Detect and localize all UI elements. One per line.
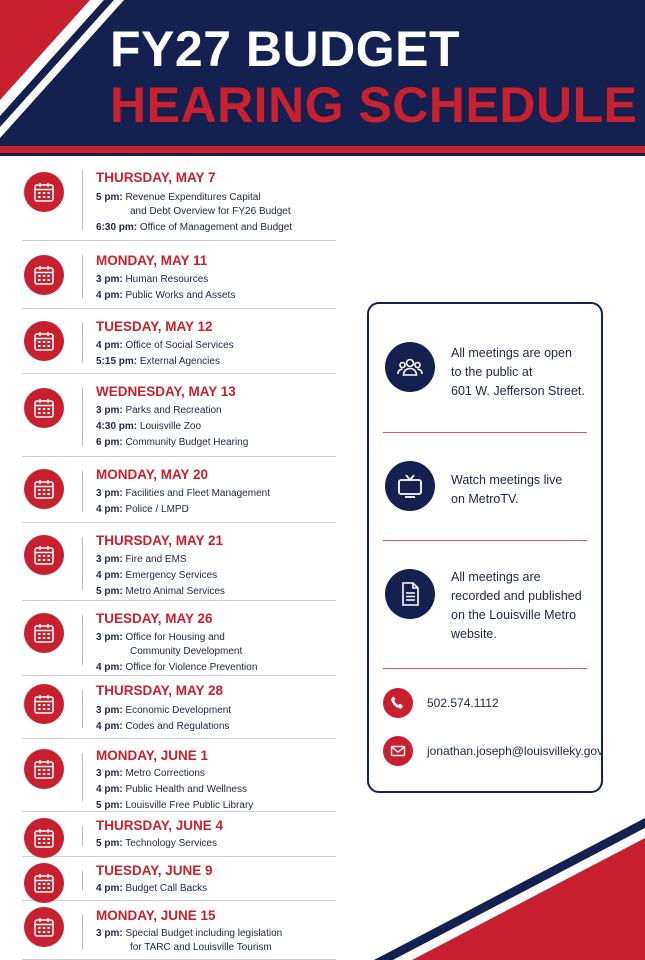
calendar-icon xyxy=(24,535,64,575)
divider xyxy=(82,915,83,949)
calendar-icon xyxy=(24,172,64,212)
info-box xyxy=(367,302,603,793)
schedule-event: 3 pm: Office for Housing and Community Development xyxy=(96,632,243,657)
calendar-icon xyxy=(24,907,64,947)
event-time: 3 pm: xyxy=(96,705,123,716)
event-time: 4 pm: xyxy=(96,883,123,894)
event-time: 4 pm: xyxy=(96,290,123,301)
schedule-date: MONDAY, JUNE 1 xyxy=(96,748,209,763)
event-time: 4 pm: xyxy=(96,340,123,351)
event-time: 4 pm: xyxy=(96,784,123,795)
calendar-icon xyxy=(24,321,64,361)
calendar-icon xyxy=(24,863,64,903)
schedule-event: 3 pm: Metro Corrections xyxy=(96,768,205,779)
schedule-day xyxy=(22,241,336,309)
event-time: 3 pm: xyxy=(96,928,123,939)
divider xyxy=(82,871,83,890)
schedule-day xyxy=(22,901,336,960)
recorded-line-1: All meetings are xyxy=(451,570,541,584)
schedule-day xyxy=(22,812,336,857)
schedule-event: 3 pm: Human Resources xyxy=(96,274,209,285)
schedule-event: 5 pm: Revenue Expenditures Capital and Debt Overview for FY26 Budget xyxy=(96,192,291,217)
recorded-line-3: on the Louisville Metro xyxy=(451,608,577,622)
schedule-event: 4 pm: Office of Social Services xyxy=(96,340,234,351)
divider xyxy=(82,537,83,590)
divider xyxy=(82,690,83,728)
email-icon xyxy=(383,736,413,766)
event-time: 5 pm: xyxy=(96,586,123,597)
event-time: 3 pm: xyxy=(96,274,123,285)
divider xyxy=(82,170,83,230)
event-time: 4 pm: xyxy=(96,570,123,581)
schedule-event: 3 pm: Special Budget including legislation for TARC and Louisville Tourism xyxy=(96,928,283,953)
schedule-event: 6:30 pm: Office of Management and Budget xyxy=(96,222,293,233)
email-address[interactable]: jonathan.joseph@louisvilleky.gov xyxy=(427,744,604,758)
event-description-continued: and Debt Overview for FY26 Budget xyxy=(130,206,291,217)
schedule-date: TUESDAY, JUNE 9 xyxy=(96,863,213,878)
schedule-date: THURSDAY, MAY 7 xyxy=(96,170,216,185)
calendar-icon xyxy=(24,388,64,428)
event-time: 4 pm: xyxy=(96,721,123,732)
hearing-schedule-list xyxy=(0,156,345,960)
schedule-day xyxy=(22,457,336,523)
schedule-event: 4 pm: Office for Violence Prevention xyxy=(96,662,258,673)
schedule-date: MONDAY, JUNE 15 xyxy=(96,908,216,923)
calendar-icon xyxy=(24,684,64,724)
calendar-icon xyxy=(24,255,64,295)
document-icon xyxy=(385,569,435,619)
public-line-1: All meetings are open xyxy=(451,346,572,360)
schedule-event: 5:15 pm: External Agencies xyxy=(96,356,220,367)
recorded-line-4: website. xyxy=(451,627,497,641)
event-time: 4:30 pm: xyxy=(96,421,138,432)
event-description-continued: Community Development xyxy=(130,646,243,657)
event-time: 5 pm: xyxy=(96,192,123,203)
tv-icon xyxy=(385,461,435,511)
event-time: 6:30 pm: xyxy=(96,222,138,233)
header-banner xyxy=(0,0,645,146)
divider xyxy=(82,826,83,846)
schedule-day xyxy=(22,857,336,901)
schedule-event: 4 pm: Emergency Services xyxy=(96,570,218,581)
schedule-date: THURSDAY, JUNE 4 xyxy=(96,818,224,833)
schedule-event: 6 pm: Community Budget Hearing xyxy=(96,437,249,448)
schedule-event: 5 pm: Metro Animal Services xyxy=(96,586,225,597)
schedule-event: 3 pm: Fire and EMS xyxy=(96,554,187,565)
schedule-day xyxy=(22,739,336,812)
schedule-event: 4 pm: Codes and Regulations xyxy=(96,721,230,732)
schedule-day xyxy=(22,523,336,601)
public-line-3: 601 W. Jefferson Street. xyxy=(451,384,585,398)
event-time: 3 pm: xyxy=(96,632,123,643)
calendar-icon xyxy=(24,613,64,653)
schedule-event: 3 pm: Economic Development xyxy=(96,705,232,716)
divider xyxy=(82,388,83,446)
schedule-event: 3 pm: Facilities and Fleet Management xyxy=(96,488,270,499)
schedule-event: 4 pm: Public Works and Assets xyxy=(96,290,236,301)
schedule-day xyxy=(22,156,336,241)
title-line-2: HEARING SCHEDULE xyxy=(110,77,638,133)
event-time: 3 pm: xyxy=(96,405,123,416)
event-description-continued: for TARC and Louisville Tourism xyxy=(130,942,272,953)
live-line-1: Watch meetings live xyxy=(451,473,563,487)
live-line-2: on MetroTV. xyxy=(451,492,519,506)
event-time: 3 pm: xyxy=(96,554,123,565)
schedule-day xyxy=(22,374,336,457)
schedule-date: WEDNESDAY, MAY 13 xyxy=(96,384,236,399)
schedule-event: 5 pm: Technology Services xyxy=(96,838,217,849)
event-time: 3 pm: xyxy=(96,488,123,499)
schedule-day xyxy=(22,601,336,676)
schedule-day xyxy=(22,309,336,374)
schedule-date: TUESDAY, MAY 12 xyxy=(96,319,213,334)
schedule-date: THURSDAY, MAY 28 xyxy=(96,683,224,698)
schedule-event: 4 pm: Police / LMPD xyxy=(96,504,189,515)
schedule-event: 4 pm: Budget Call Backs xyxy=(96,883,208,894)
divider xyxy=(82,753,83,801)
schedule-event: 5 pm: Louisville Free Public Library xyxy=(96,800,254,811)
event-time: 3 pm: xyxy=(96,768,123,779)
divider xyxy=(82,255,83,298)
recorded-line-2: recorded and published xyxy=(451,589,582,603)
schedule-day xyxy=(22,676,336,739)
watch-live-text xyxy=(451,471,562,509)
event-time: 5:15 pm: xyxy=(96,356,138,367)
schedule-event: 4 pm: Public Health and Wellness xyxy=(96,784,247,795)
divider xyxy=(82,471,83,512)
event-time: 4 pm: xyxy=(96,662,123,673)
event-time: 5 pm: xyxy=(96,800,123,811)
calendar-icon xyxy=(24,469,64,509)
public-line-2: to the public at xyxy=(451,365,533,379)
event-time: 5 pm: xyxy=(96,838,123,849)
title-line-1: FY27 BUDGET xyxy=(110,21,461,77)
people-icon xyxy=(385,342,435,392)
phone-number[interactable]: 502.574.1112 xyxy=(427,696,499,710)
schedule-date: MONDAY, MAY 11 xyxy=(96,253,208,268)
recorded-text xyxy=(451,568,582,644)
event-time: 4 pm: xyxy=(96,504,123,515)
divider xyxy=(82,615,83,665)
calendar-icon xyxy=(24,749,64,789)
header-red-stripe xyxy=(0,146,645,153)
divider xyxy=(383,668,587,669)
schedule-date: TUESDAY, MAY 26 xyxy=(96,611,213,626)
phone-icon xyxy=(383,688,413,718)
schedule-date: THURSDAY, MAY 21 xyxy=(96,533,224,548)
schedule-event: 3 pm: Parks and Recreation xyxy=(96,405,222,416)
divider xyxy=(82,323,83,363)
calendar-icon xyxy=(24,818,64,858)
schedule-date: MONDAY, MAY 20 xyxy=(96,467,209,482)
public-meetings-text xyxy=(451,344,585,401)
divider xyxy=(383,432,587,433)
event-time: 6 pm: xyxy=(96,437,123,448)
divider xyxy=(383,540,587,541)
schedule-event: 4:30 pm: Louisville Zoo xyxy=(96,421,202,432)
